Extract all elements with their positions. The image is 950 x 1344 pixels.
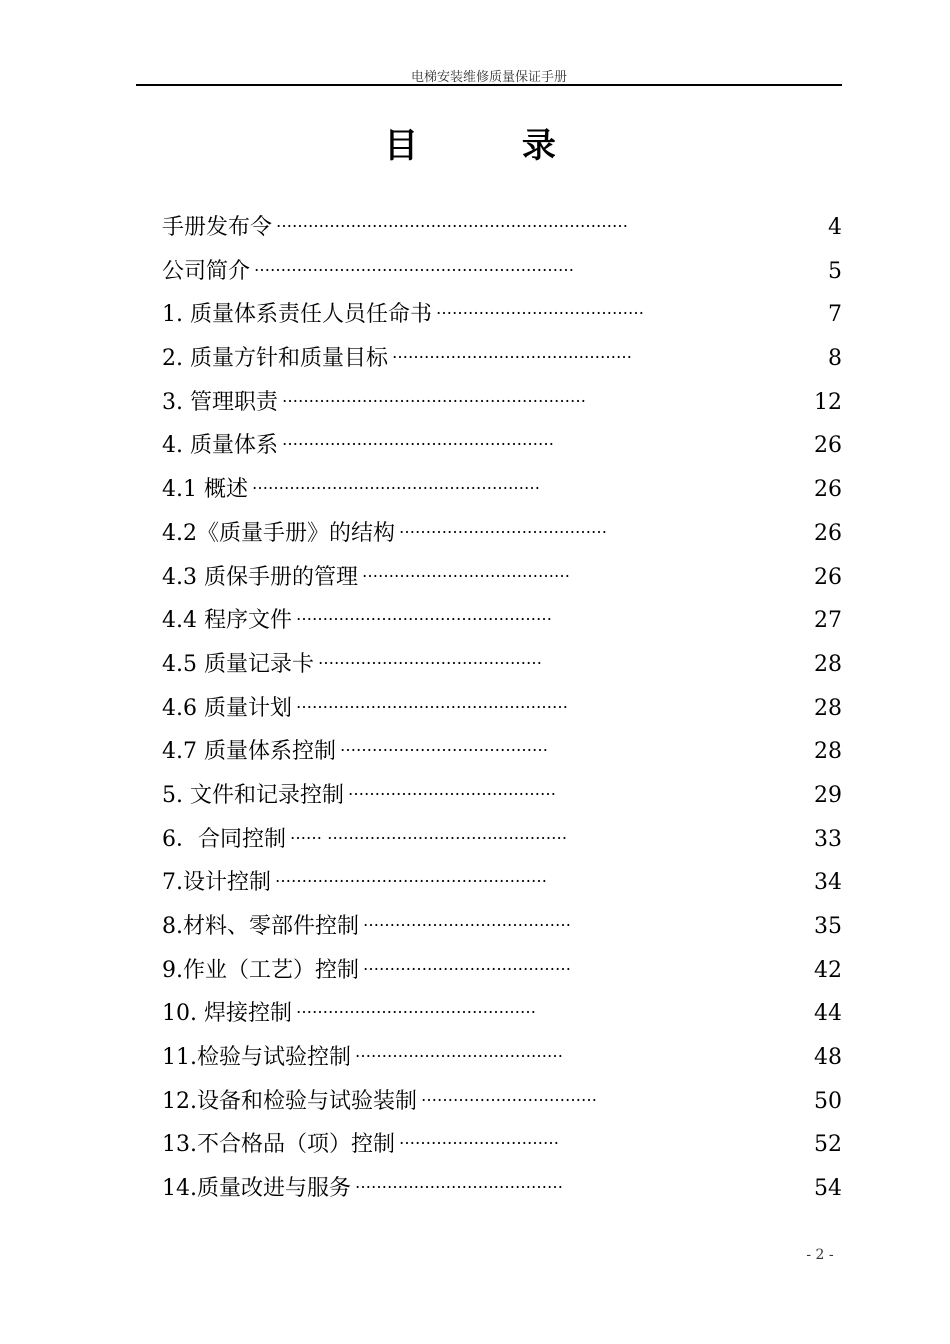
- toc-entry-page: 26: [814, 520, 842, 546]
- toc-entry-page: 52: [814, 1132, 842, 1158]
- toc-leader-dots: …………………………………………………: [281, 386, 586, 406]
- toc-entry-label: 11.检验与试验控制: [162, 1045, 351, 1071]
- toc-leader-dots: …………………………: [399, 1129, 559, 1149]
- toc-entry-page: 34: [814, 870, 842, 896]
- toc-leader-dots: ……………………………………: [317, 648, 542, 668]
- toc-leader-dots: ………………………………………: [295, 998, 536, 1018]
- toc-leader-dots: …………………………………………………………: [276, 212, 629, 231]
- toc-entry-page: 12: [814, 389, 842, 415]
- toc-leader-dots: …… ………………………………………: [290, 823, 568, 843]
- page-number: - 2 -: [806, 1247, 834, 1263]
- toc-leader-dots: ………………………………………………: [251, 474, 540, 494]
- toc-leader-dots: …………………………………: [363, 911, 571, 930]
- toc-entry-page: 54: [814, 1176, 842, 1202]
- toc-leader-dots: …………………………………: [363, 954, 571, 974]
- toc-entry-label: 14.质量改进与服务: [162, 1176, 351, 1202]
- toc-entry-page: 28: [814, 651, 842, 677]
- toc-entry-page: 50: [814, 1088, 842, 1114]
- toc-leader-dots: ………………………………………: [391, 343, 632, 363]
- toc-entry-label: 3. 管理职责: [162, 389, 278, 415]
- toc-entry-label: 7.设计控制: [162, 870, 271, 896]
- toc-entry[interactable]: [162, 1167, 842, 1211]
- toc-entry-label: 4.7 质量体系控制: [162, 739, 336, 765]
- toc-leader-dots: …………………………………: [361, 561, 570, 581]
- toc-leader-dots: …………………………………………: [295, 605, 552, 625]
- table-of-contents: [162, 206, 842, 1211]
- toc-entry-page: 33: [814, 826, 842, 852]
- toc-leader-dots: ……………………………………………: [275, 867, 547, 887]
- toc-entry-page: 5: [828, 258, 842, 284]
- toc-entry-label: 公司简介: [162, 258, 251, 284]
- toc-entry-label: 4.4 程序文件: [162, 608, 292, 634]
- toc-entry-page: 26: [814, 433, 842, 459]
- toc-leader-dots: ……………………………………………: [295, 692, 568, 712]
- toc-entry-page: 35: [814, 914, 842, 939]
- toc-leader-dots: …………………………………: [399, 517, 607, 537]
- toc-entry-label: 4. 质量体系: [162, 433, 278, 459]
- toc-entry-page: 27: [814, 608, 842, 634]
- toc-entry-label: 13.不合格品（项）控制: [162, 1132, 395, 1158]
- toc-entry-label: 2. 质量方针和质量目标: [162, 346, 388, 372]
- toc-entry-label: 4.5 质量记录卡: [162, 651, 314, 677]
- toc-entry-page: 28: [814, 695, 842, 721]
- toc-entry-label: 4.1 概述: [162, 477, 248, 503]
- toc-leader-dots: …………………………………: [339, 736, 548, 756]
- toc-entry-label: 1. 质量体系责任人员任命书: [162, 302, 432, 328]
- toc-entry-label: 6．合同控制: [162, 826, 286, 852]
- toc-entry-page: 26: [814, 564, 842, 590]
- running-header: 电梯安装维修质量保证手册: [410, 70, 567, 85]
- toc-leader-dots: …………………………………: [435, 299, 644, 319]
- toc-entry-label: 4.6 质量计划: [162, 695, 292, 721]
- toc-entry-label: 4.2《质量手册》的结构: [162, 520, 395, 546]
- toc-leader-dots: ……………………………: [421, 1085, 597, 1105]
- toc-entry-page: 29: [814, 782, 842, 808]
- toc-leader-dots: ……………………………………………: [281, 430, 554, 450]
- toc-entry-label: 10. 焊接控制: [162, 1001, 292, 1027]
- toc-leader-dots: ……………………………………………………: [254, 255, 575, 275]
- toc-entry-page: 28: [814, 739, 842, 765]
- toc-entry-page: 8: [828, 346, 842, 372]
- toc-entry-label: 12.设备和检验与试验装制: [162, 1088, 417, 1114]
- toc-entry-page: 4: [828, 215, 842, 240]
- toc-entry-page: 26: [814, 477, 842, 503]
- toc-title: 目 录: [384, 126, 602, 166]
- toc-entry-label: 9.作业（工艺）控制: [162, 957, 359, 983]
- toc-entry-page: 48: [814, 1045, 842, 1071]
- header-rule: [136, 84, 842, 86]
- toc-entry-label: 4.3 质保手册的管理: [162, 564, 358, 590]
- toc-leader-dots: …………………………………: [355, 1042, 563, 1062]
- toc-leader-dots: …………………………………: [355, 1173, 563, 1193]
- toc-entry-label: 手册发布令: [162, 215, 273, 240]
- toc-leader-dots: …………………………………: [347, 779, 556, 799]
- toc-entry-label: 8.材料、零部件控制: [162, 914, 359, 939]
- toc-entry-page: 44: [814, 1001, 842, 1027]
- toc-entry-page: 42: [814, 957, 842, 983]
- toc-entry-label: 5. 文件和记录控制: [162, 782, 344, 808]
- toc-entry-page: 7: [828, 302, 842, 328]
